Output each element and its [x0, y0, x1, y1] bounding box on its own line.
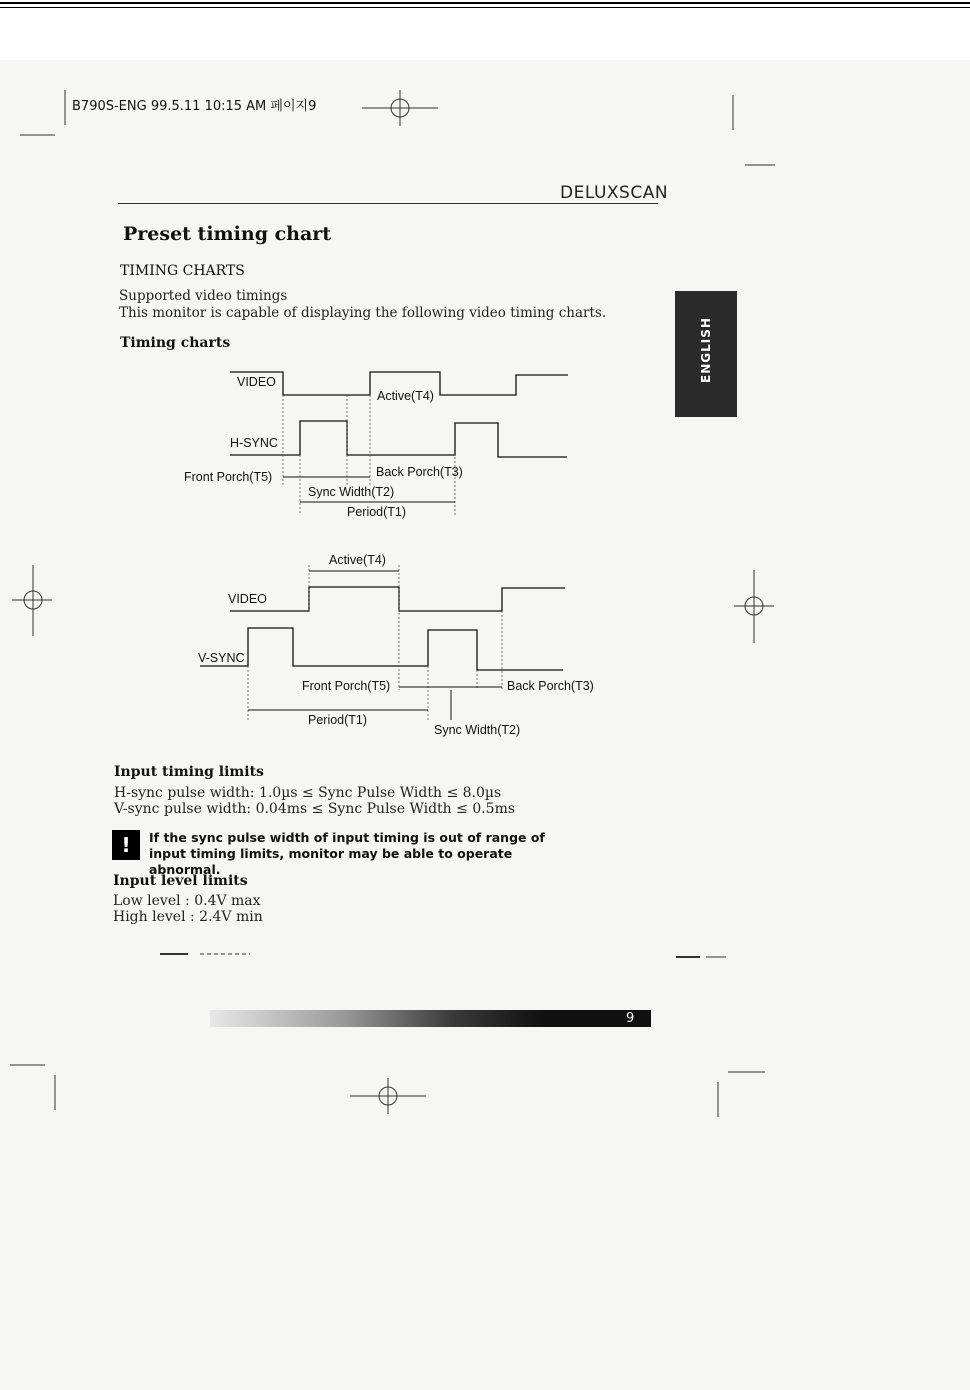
- timing-charts-subheading: Timing charts: [120, 335, 231, 351]
- print-header: B790S-ENG 99.5.11 10:15 AM 페이지9: [72, 99, 317, 114]
- active-label-1: Active(T4): [377, 389, 434, 403]
- sync-width-label-1: Sync Width(T2): [308, 485, 395, 499]
- timing-charts-heading: TIMING CHARTS: [120, 263, 245, 279]
- input-level-heading: Input level limits: [113, 873, 248, 889]
- deluxscan-logo: DELUXSCAN: [560, 183, 669, 203]
- video-waveform-2: [230, 587, 565, 611]
- video-label-2: VIDEO: [228, 592, 267, 606]
- front-porch-label-2: Front Porch(T5): [302, 679, 391, 693]
- sync-width-label-2: Sync Width(T2): [434, 723, 521, 737]
- intro-line-2: This monitor is capable of displaying the following video timing charts.: [119, 305, 607, 321]
- period-label-2: Period(T1): [308, 713, 368, 727]
- input-timing-heading: Input timing limits: [114, 764, 264, 780]
- page-number: 9: [626, 1011, 635, 1026]
- active-label-2: Active(T4): [329, 553, 386, 567]
- front-porch-label-1: Front Porch(T5): [184, 470, 273, 484]
- low-level: Low level : 0.4V max: [113, 893, 261, 909]
- vsync-waveform: [200, 628, 563, 670]
- page-footer-bar: [210, 1010, 651, 1027]
- vsync-limit: V-sync pulse width: 0.04ms ≤ Sync Pulse Width ≤ 0.5ms: [114, 801, 516, 817]
- hsync-limit: H-sync pulse width: 1.0µs ≤ Sync Pulse Width ≤ 8.0µs: [114, 785, 502, 801]
- intro-line-1: Supported video timings: [119, 288, 288, 304]
- page-title: Preset timing chart: [123, 223, 332, 245]
- side-tab-label: ENGLISH: [699, 317, 713, 383]
- back-porch-label-1: Back Porch(T3): [376, 465, 463, 479]
- warning-text: If the sync pulse width of input timing is out of range of input timing limits, monitor may be able to operate abnormal.: [149, 830, 545, 877]
- period-label-1: Period(T1): [347, 505, 407, 519]
- hsync-label: H-SYNC: [230, 436, 278, 450]
- warning-icon: !: [112, 830, 140, 860]
- vsync-label: V-SYNC: [198, 651, 245, 665]
- high-level: High level : 2.4V min: [113, 909, 263, 925]
- video-label-1: VIDEO: [237, 375, 276, 389]
- back-porch-label-2: Back Porch(T3): [507, 679, 594, 693]
